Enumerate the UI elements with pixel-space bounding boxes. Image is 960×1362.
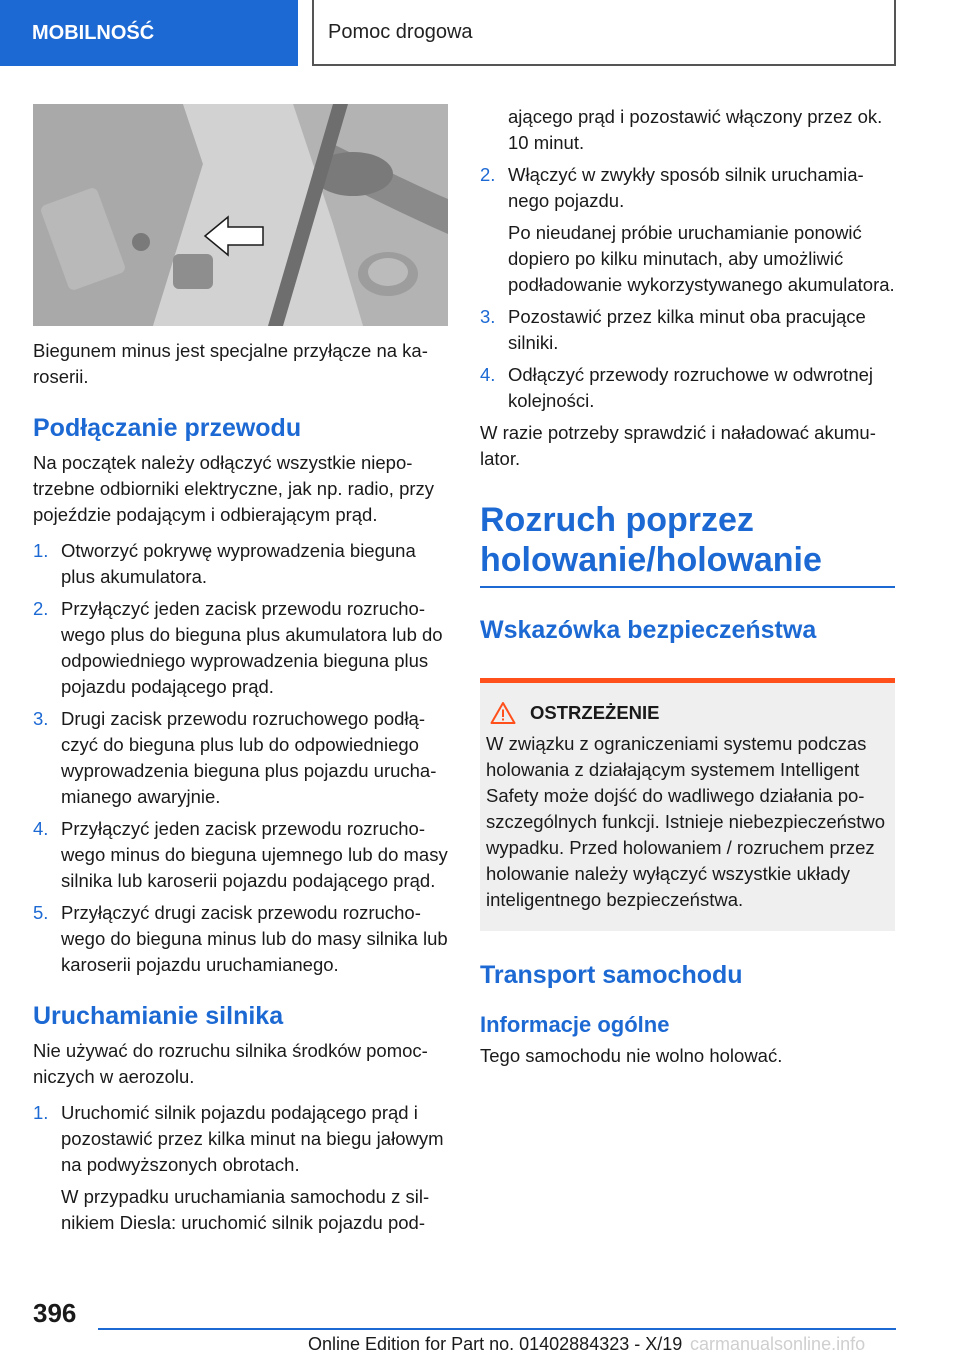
- list-item: [33, 816, 448, 894]
- section-title-connecting-cable: Podłączanie przewodu: [33, 414, 302, 442]
- list-item: [33, 900, 448, 978]
- page-header-title: [312, 0, 896, 66]
- page-number: 396: [33, 1298, 77, 1328]
- warning-triangle-icon: [490, 701, 516, 725]
- step-continuation: ającego prąd i pozostawić włączony przez ok. 10 minut.: [508, 106, 883, 153]
- left-column: [33, 104, 448, 1242]
- list-item: [480, 362, 895, 414]
- step-text: Przyłączyć jeden zacisk przewodu rozruchowego plus do bieguna plus akumulatora lub do odpowiedniego wyprowadzenia bieguna plus pojazdu podającego prąd.: [61, 598, 443, 697]
- engine-bay-illustration: [33, 104, 448, 326]
- section-title-transport: Transport samochodu: [480, 961, 743, 989]
- footer-edition-text: Online Edition for Part no. 01402884323 - X/19: [308, 1334, 683, 1354]
- step-text: Przyłączyć jeden zacisk przewodu rozruchowego minus do bieguna ujemnego lub do masy silnika lub karoserii pojazdu podającego prąd.: [61, 818, 448, 891]
- warning-label: OSTRZEŻENIE: [530, 702, 660, 723]
- engine-bay-photo: [33, 104, 448, 326]
- general-info-text: Tego samochodu nie wolno holować.: [480, 1045, 783, 1066]
- step-text: Pozostawić przez kilka minut oba pracujące silniki.: [508, 306, 866, 353]
- step-number: 2.: [480, 164, 496, 185]
- step-number: 4.: [480, 364, 496, 385]
- section-intro-starting: Nie używać do rozruchu silnika środków pomocniczych w aerozolu.: [33, 1040, 428, 1087]
- chapter-title: Rozruch poprzez holowanie/holowanie: [480, 500, 895, 588]
- starting-steps-list-continued: [480, 162, 895, 414]
- step-text-diesel: W przypadku uruchamiania samochodu z silnikiem Diesla: uruchomić silnik pojazdu pod-: [61, 1186, 430, 1233]
- warning-text: W związku z ograniczeniami systemu podczas holowania z działającym systemem Intelligent Safety może dojść do wadliwego działania poszczególnych funkcji. Istnieje niebezpieczeństwo wypadku. Przed holowaniem / rozruchem przez holowanie należy wyłączyć wszystkie układy inteligentnego bezpieczeństwa.: [486, 733, 885, 910]
- right-column: [480, 104, 895, 1069]
- footer-divider: [98, 1328, 896, 1330]
- section-intro-connecting: Na początek należy odłączyć wszystkie niepotrzebne odbiorniki elektryczne, jak np. radio, przy pojeździe podającym i odbierającym prąd.: [33, 452, 435, 525]
- step-text: Włączyć w zwykły sposób silnik uruchamianego pojazdu.: [508, 164, 864, 211]
- step-number: 5.: [33, 902, 49, 923]
- list-item: [480, 304, 895, 356]
- list-item: [33, 1100, 448, 1236]
- watermark: carmanualsonline.info: [690, 1334, 866, 1354]
- connection-steps-list: [33, 538, 448, 978]
- step-number: 1.: [33, 540, 49, 561]
- step-number: 1.: [33, 1102, 49, 1123]
- step-text: Otworzyć pokrywę wyprowadzenia bieguna plus akumulatora.: [61, 540, 416, 587]
- step-number: 4.: [33, 818, 49, 839]
- list-item: [33, 706, 448, 810]
- list-item: [33, 538, 448, 590]
- closing-note: W razie potrzeby sprawdzić i naładować akumulator.: [480, 422, 876, 469]
- step-text: Uruchomić silnik pojazdu podającego prąd i pozostawić przez kilka minut na biegu jałowym na podwyższonych obrotach.: [61, 1102, 444, 1175]
- warning-box: [480, 678, 895, 931]
- step-text: Drugi zacisk przewodu rozruchowego podłączyć do bieguna plus lub do odpowiedniego wyprowadzenia bieguna plus pojazdu uruchamianego awaryjnie.: [61, 708, 437, 807]
- step-number: 2.: [33, 598, 49, 619]
- safety-note-title: Wskazówka bezpieczeństwa: [480, 616, 817, 644]
- step-text: Przyłączyć drugi zacisk przewodu rozruchowego do bieguna minus lub do masy silnika lub karoserii pojazdu uruchamianego.: [61, 902, 448, 975]
- section-title-starting-engine: Uruchamianie silnika: [33, 1002, 284, 1030]
- starting-steps-list: [33, 1100, 448, 1236]
- step-number: 3.: [480, 306, 496, 327]
- list-item: [480, 162, 895, 298]
- step-text: Odłączyć przewody rozruchowe w odwrotnej kolejności.: [508, 364, 874, 411]
- header-title-text: Pomoc drogowa: [328, 20, 473, 43]
- step-text-retry: Po nieudanej próbie uruchamianie ponowić dopiero po kilku minutach, aby umożliwić podładowanie wykorzystywanego akumulatora.: [508, 222, 895, 295]
- subsection-title-general: Informacje ogólne: [480, 1012, 670, 1037]
- photo-caption: Biegunem minus jest specjalne przyłącze na karoserii.: [33, 340, 428, 387]
- list-item: [33, 596, 448, 700]
- section-tab: MOBILNOŚĆ: [0, 0, 298, 66]
- step-number: 3.: [33, 708, 49, 729]
